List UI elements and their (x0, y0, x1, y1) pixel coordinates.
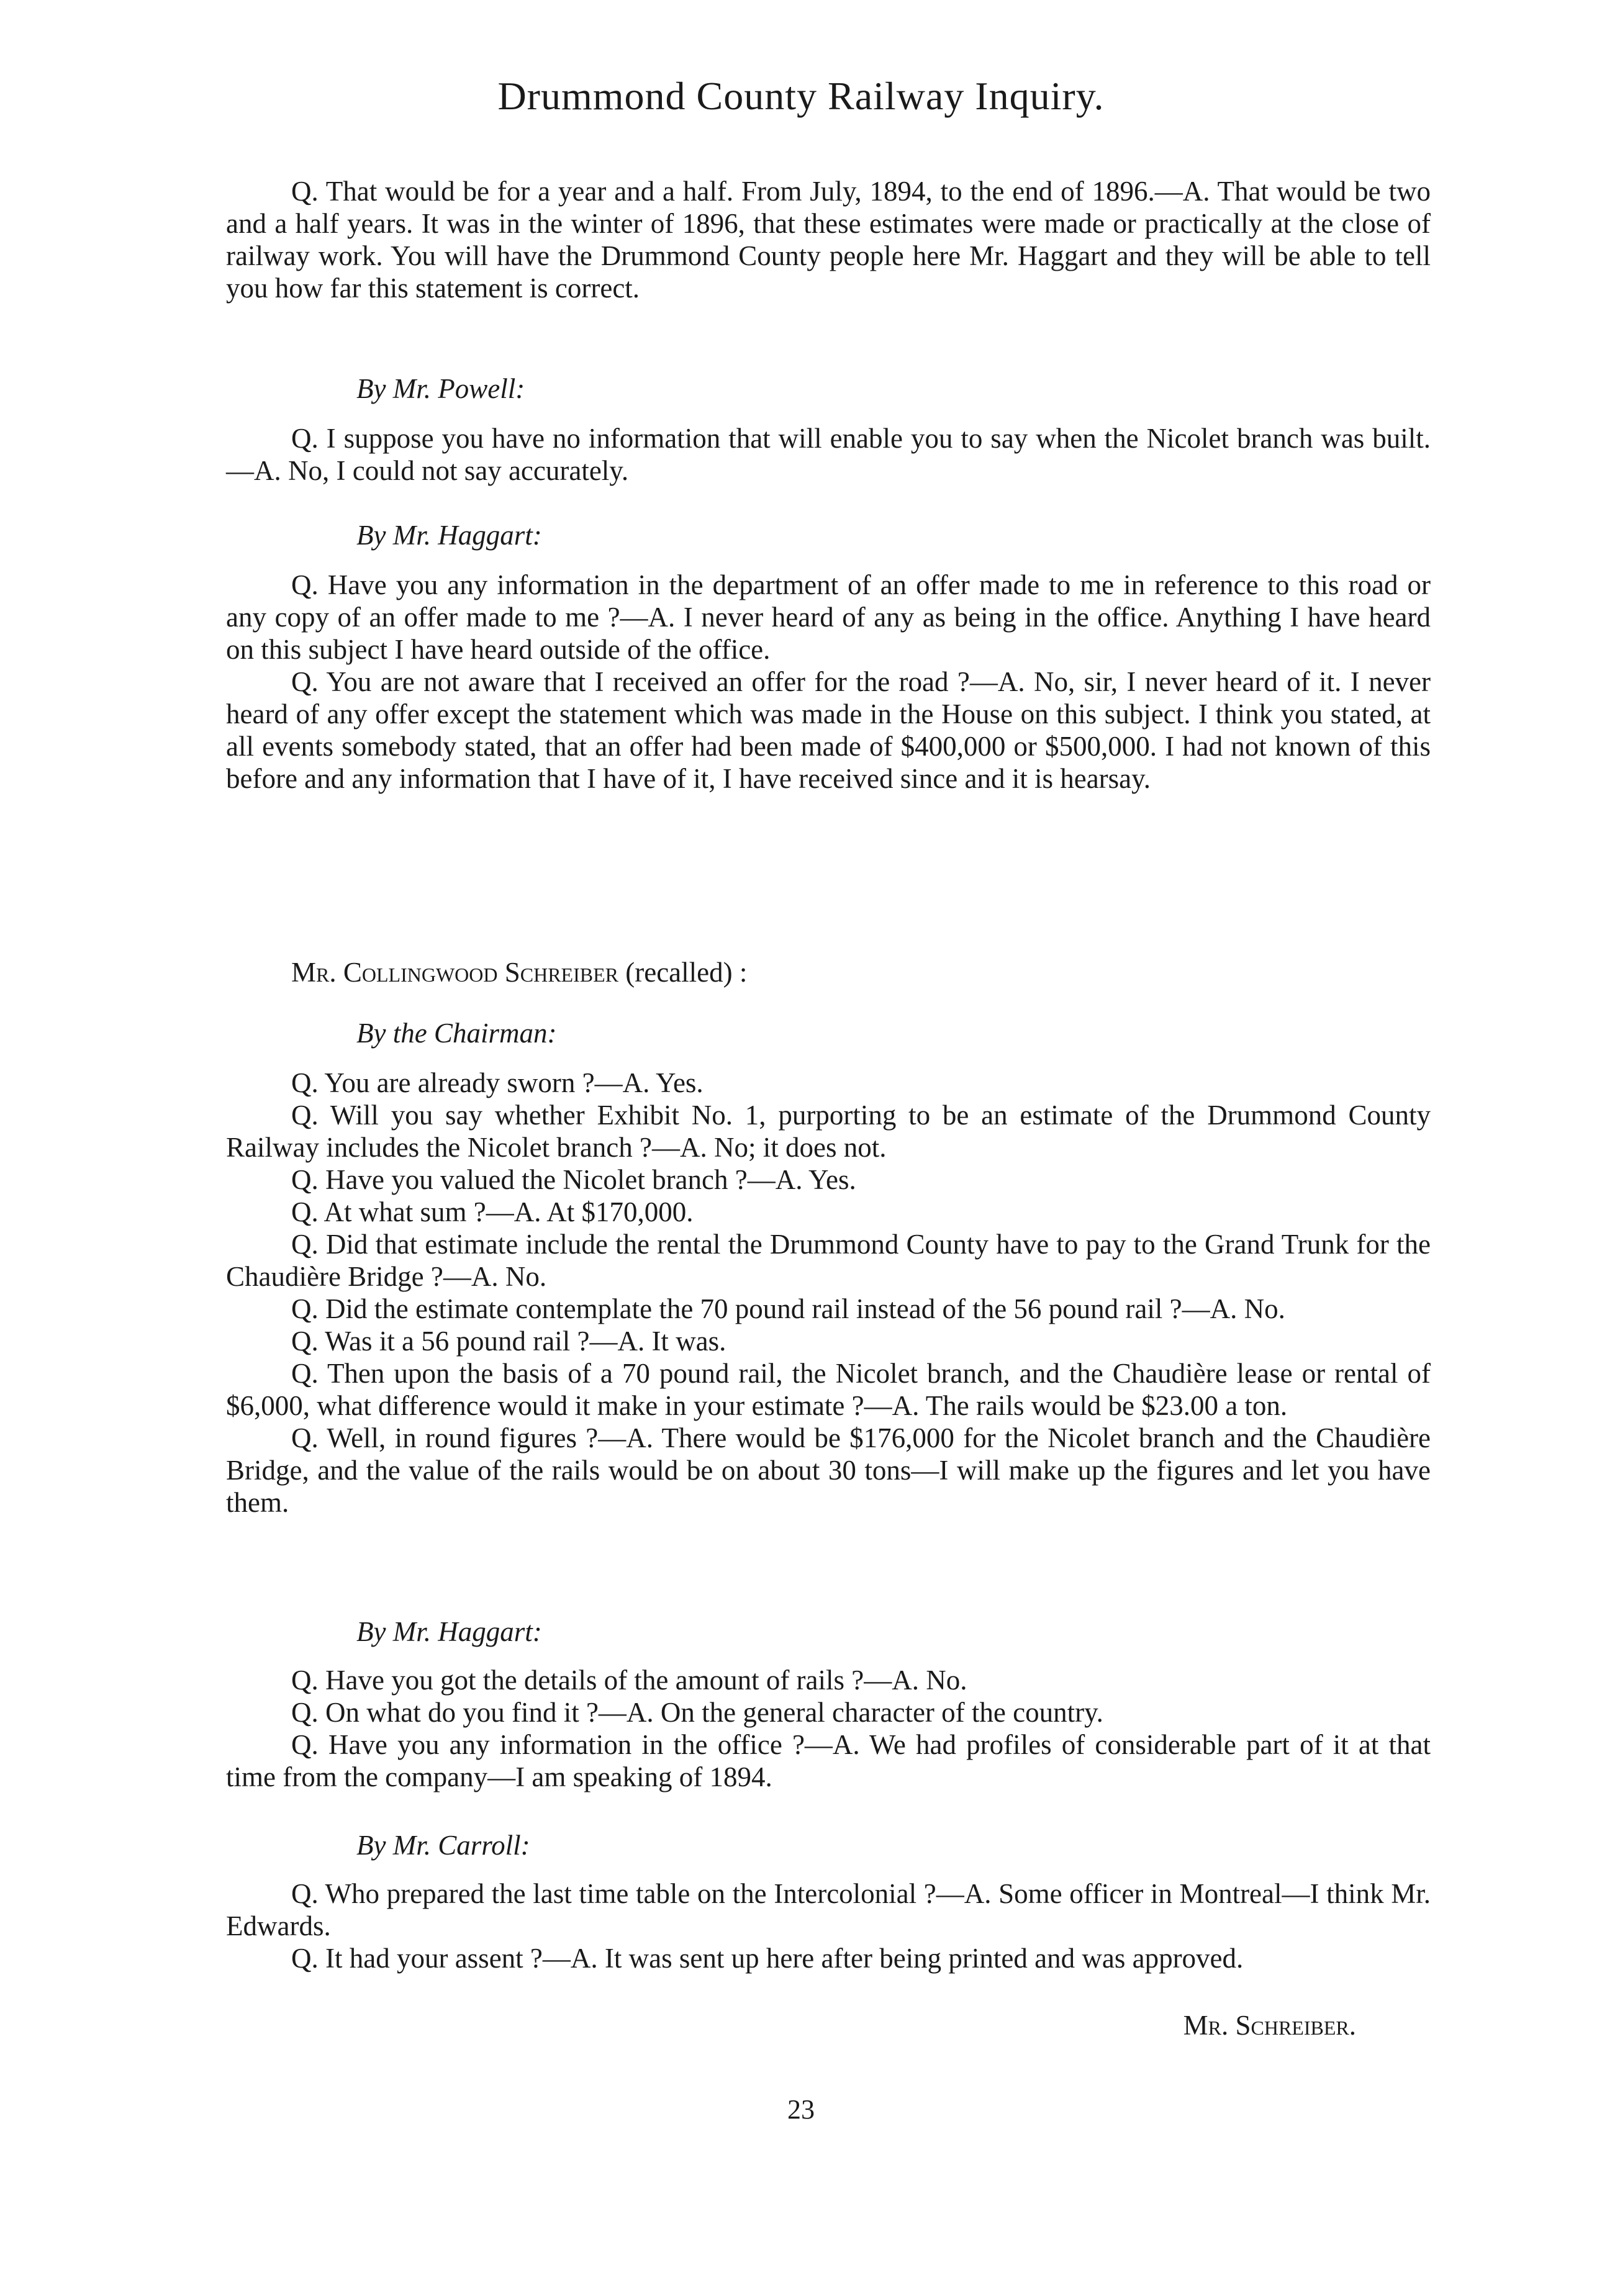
paragraph: Q. Have you any information in the office ?—A. We had profiles of considerable part of it at that time from the company—I am speaking of 1894. (226, 1729, 1431, 1792)
speaker-heading: By Mr. Powell: (356, 373, 525, 404)
signoff-section (226, 2009, 1431, 2041)
text-block-2 (226, 422, 1431, 487)
paragraph: Q. On what do you find it ?—A. On the general character of the country. (291, 1697, 1103, 1728)
witness-note: (recalled) : (625, 957, 748, 988)
text-block-5 (226, 1664, 1431, 1793)
signoff: Mr. Schreiber. (1183, 2010, 1356, 2041)
paragraph: Q. You are not aware that I received an offer for the road ?—A. No, sir, I never heard of it. I never heard of any offer except the statement which was made in the House on this subject. I think you stated, at all events somebody stated, that an offer had been made of $400,000 or $500,000. I had not known of this before and any information that I have of it, I have received since and it is hearsay. (226, 666, 1431, 794)
paragraph: Q. Have you got the details of the amount of rails ?—A. No. (291, 1665, 967, 1696)
speaker-heading: By Mr. Carroll: (356, 1830, 530, 1861)
text-block-4 (226, 1067, 1431, 1519)
by-chairman-section (226, 1017, 1431, 1049)
speaker-heading: By Mr. Haggart: (356, 520, 542, 551)
paragraph: Q. Did that estimate include the rental the Drummond County have to pay to the Grand Trunk for the Chaudière Bridge ?—A. No. (226, 1229, 1431, 1292)
by-haggart-section-2 (226, 1616, 1431, 1648)
paragraph: Q. Have you any information in the department of an offer made to me in reference to this road or any copy of an offer made to me ?—A. I never heard of any as being in the office. Anything I have heard on this subject I have heard outside of the office. (226, 569, 1431, 665)
paragraph: Q. It had your assent ?—A. It was sent up here after being printed and was approved. (291, 1943, 1244, 1974)
speaker-heading: By the Chairman: (356, 1018, 557, 1049)
running-header: Drummond County Railway Inquiry. (497, 74, 1105, 118)
text-block-1 (226, 175, 1431, 304)
by-haggart-section-1 (226, 519, 1431, 551)
witness-name: Mr. Collingwood Schreiber (291, 957, 618, 988)
paragraph: Q. Who prepared the last time table on the Intercolonial ?—A. Some officer in Montreal—I think Mr. Edwards. (226, 1878, 1431, 1941)
paragraph: Q. At what sum ?—A. At $170,000. (291, 1196, 694, 1227)
witness-heading (226, 956, 1431, 988)
paragraph: Q. Well, in round figures ?—A. There would be $176,000 for the Nicolet branch and the Chaudière Bridge, and the value of the rails would be on about 30 tons—I will make up the figures and let you have them. (226, 1422, 1431, 1518)
speaker-heading: By Mr. Haggart: (356, 1616, 542, 1647)
paragraph: Q. That would be for a year and a half. From July, 1894, to the end of 1896.—A. That would be two and a half years. It was in the winter of 1896, that these estimates were made or practically at the close of railway work. You will have the Drummond County people here Mr. Haggart and they will be able to tell you how far this statement is correct. (226, 176, 1431, 304)
paragraph: Q. I suppose you have no information that will enable you to say when the Nicolet branch was built.—A. No, I could not say accurately. (226, 423, 1431, 486)
paragraph: Q. Then upon the basis of a 70 pound rail, the Nicolet branch, and the Chaudière lease or rental of $6,000, what difference would it make in your estimate ?—A. The rails would be $23.00 a ton. (226, 1358, 1431, 1421)
paragraph: Q. You are already sworn ?—A. Yes. (291, 1067, 704, 1098)
paragraph: Q. Have you valued the Nicolet branch ?—A. Yes. (291, 1164, 856, 1195)
paragraph: Q. Will you say whether Exhibit No. 1, purporting to be an estimate of the Drummond County Railway includes the Nicolet branch ?—A. No; it does not. (226, 1100, 1431, 1163)
by-carroll-section (226, 1829, 1431, 1861)
page-number: 23 (787, 2094, 815, 2125)
text-block-3 (226, 569, 1431, 795)
paragraph: Q. Did the estimate contemplate the 70 pound rail instead of the 56 pound rail ?—A. No. (291, 1293, 1285, 1324)
witness-line (226, 956, 1431, 988)
by-powell-section (226, 373, 1431, 405)
paragraph: Q. Was it a 56 pound rail ?—A. It was. (291, 1326, 726, 1357)
text-block-6 (226, 1878, 1431, 1974)
